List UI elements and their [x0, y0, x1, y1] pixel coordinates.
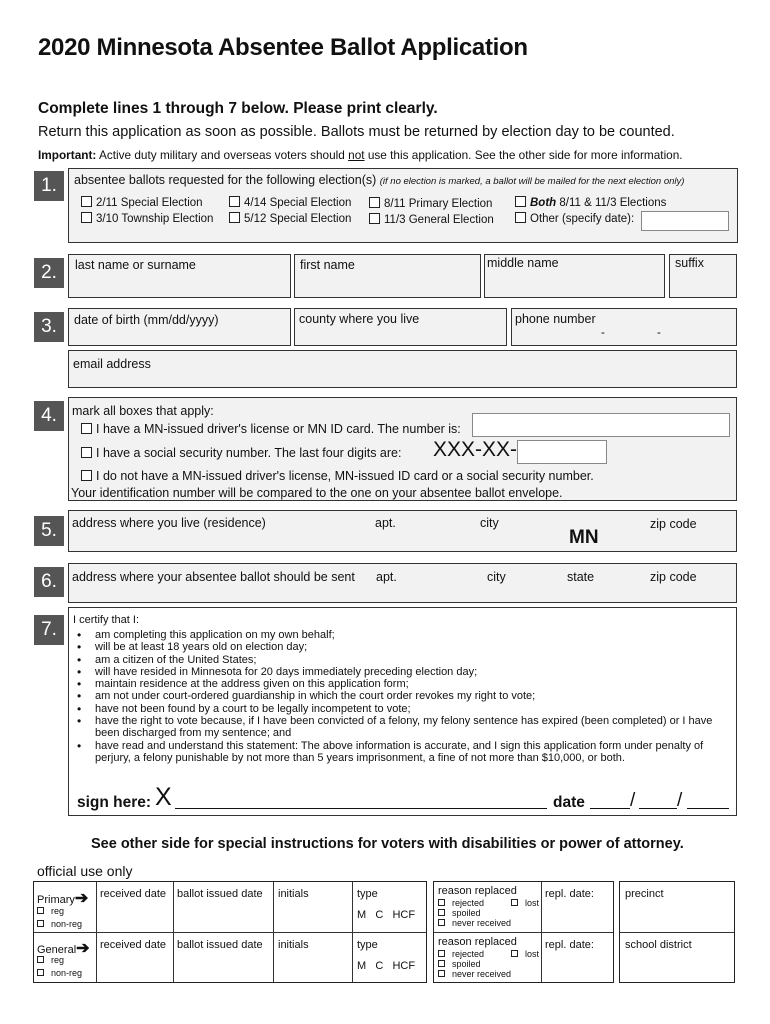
county-field[interactable]	[294, 308, 507, 346]
first-name-label: first name	[300, 258, 355, 272]
type-label: type	[357, 888, 378, 900]
primary-reg-option[interactable]: reg	[37, 906, 64, 916]
replacement-table	[433, 881, 614, 983]
date-label: date	[553, 794, 585, 811]
type-options: M C HCF	[357, 960, 416, 972]
date-day-line[interactable]	[639, 808, 677, 809]
list-item: • will be at least 18 years old on election day;	[73, 641, 731, 653]
ssn-prefix: XXX-XX-	[433, 438, 518, 461]
option-8-11-primary[interactable]: 8/11 Primary Election	[369, 197, 492, 210]
checkbox[interactable]	[229, 212, 240, 223]
mailing-address-label: address where your absentee ballot should be sent	[72, 570, 355, 584]
section-number-2: 2.	[34, 258, 64, 288]
primary-label: Primary➔	[37, 890, 89, 907]
section-number-3: 3.	[34, 312, 64, 342]
residence-city-label: city	[480, 516, 499, 530]
elections-note: (if no election is marked, a ballot will be mailed for the next election only)	[379, 176, 685, 187]
sign-x-mark: X	[155, 783, 172, 811]
page-title: 2020 Minnesota Absentee Ballot Application	[38, 34, 528, 61]
spoiled-option[interactable]: spoiled	[438, 959, 481, 969]
other-date-input[interactable]	[641, 211, 729, 231]
arrow-right-icon: ➔	[74, 890, 89, 907]
residence-address-label: address where you live (residence)	[72, 516, 266, 530]
checkbox[interactable]	[369, 197, 380, 208]
list-item: • am a citizen of the United States;	[73, 654, 731, 666]
reason-replaced-label: reason replaced	[438, 885, 517, 897]
mailing-apt-label: apt.	[376, 570, 397, 584]
residence-apt-label: apt.	[375, 516, 396, 530]
received-date-label: received date	[100, 939, 167, 951]
general-label: General➔	[37, 940, 90, 957]
checkbox[interactable]	[81, 423, 92, 434]
option-both-elections[interactable]: Both 8/11 & 11/3 Elections	[515, 196, 666, 209]
primary-nonreg-option[interactable]: non-reg	[37, 919, 82, 929]
date-slash: /	[677, 790, 683, 811]
ssn-last-four-input[interactable]	[517, 440, 607, 464]
last-name-field[interactable]	[68, 254, 291, 298]
signature-line[interactable]	[175, 808, 547, 809]
type-label: type	[357, 939, 378, 951]
other-side-note: See other side for special instructions for voters with disabilities or power of attorney.	[91, 836, 684, 852]
school-district-label: school district	[625, 939, 692, 951]
ballot-issued-label: ballot issued date	[177, 888, 263, 900]
mailing-address-field[interactable]	[68, 563, 737, 603]
option-other-date[interactable]: Other (specify date):	[515, 212, 634, 225]
list-item: • maintain residence at the address given on this application form;	[73, 678, 731, 690]
list-item: • am completing this application on my own behalf;	[73, 629, 731, 641]
ballot-issued-label: ballot issued date	[177, 939, 263, 951]
lost-option[interactable]: lost	[511, 949, 539, 959]
option-3-10-township[interactable]: 3/10 Township Election	[81, 212, 213, 225]
section-7-certification	[68, 607, 737, 816]
county-label: county where you live	[299, 312, 420, 326]
list-item: • have not been found by a court to be legally incompetent to vote;	[73, 703, 731, 715]
middle-name-label: middle name	[487, 256, 559, 270]
checkbox[interactable]	[369, 213, 380, 224]
certification-list	[73, 629, 731, 764]
email-field[interactable]	[68, 350, 737, 388]
option-4-14-special[interactable]: 4/14 Special Election	[229, 196, 351, 209]
checkbox[interactable]	[515, 196, 526, 207]
suffix-field[interactable]	[669, 254, 737, 298]
mailing-zip-label: zip code	[650, 570, 697, 584]
residence-state-value: MN	[569, 527, 599, 548]
first-name-field[interactable]	[294, 254, 481, 298]
section-4-identification	[68, 397, 737, 501]
date-slash: /	[630, 790, 636, 811]
checkbox[interactable]	[81, 470, 92, 481]
list-item: • will have resided in Minnesota for 20 days immediately preceding election day;	[73, 666, 731, 678]
section-number-1: 1.	[34, 171, 64, 201]
option-no-id[interactable]: I do not have a MN-issued driver's license, MN-issued ID card or a social security number.	[81, 469, 594, 483]
section-number-6: 6.	[34, 567, 64, 597]
date-month-line[interactable]	[590, 808, 630, 809]
option-2-11-special[interactable]: 2/11 Special Election	[81, 196, 203, 209]
official-use-heading: official use only	[37, 863, 133, 879]
never-received-option[interactable]: never received	[438, 918, 511, 928]
initials-label: initials	[278, 939, 309, 951]
option-ssn[interactable]: I have a social security number. The last four digits are:	[81, 446, 401, 460]
rejected-option[interactable]: rejected	[438, 898, 484, 908]
section-number-4: 4.	[34, 401, 64, 431]
option-mn-license[interactable]: I have a MN-issued driver's license or MN ID card. The number is:	[81, 422, 461, 436]
initials-label: initials	[278, 888, 309, 900]
certify-intro: I certify that I:	[73, 614, 140, 626]
dob-field[interactable]	[68, 308, 291, 346]
instructions-heading: Complete lines 1 through 7 below. Please print clearly.	[38, 100, 438, 117]
reason-replaced-label: reason replaced	[438, 936, 517, 948]
phone-field[interactable]	[511, 308, 737, 346]
phone-dash: -	[601, 327, 605, 339]
elections-label: absentee ballots requested for the following election(s)	[74, 173, 377, 187]
return-note: Return this application as soon as possible. Ballots must be returned by election day to be counted.	[38, 124, 675, 140]
date-year-line[interactable]	[687, 808, 729, 809]
never-received-option[interactable]: never received	[438, 969, 511, 979]
rejected-option[interactable]: rejected	[438, 949, 484, 959]
checkbox[interactable]	[81, 196, 92, 207]
spoiled-option[interactable]: spoiled	[438, 908, 481, 918]
license-number-input[interactable]	[472, 413, 730, 437]
general-nonreg-option[interactable]: non-reg	[37, 968, 82, 978]
list-item: • am not under court-ordered guardianship in which the court order revokes my right to vote;	[73, 690, 731, 702]
type-options: M C HCF	[357, 909, 416, 921]
checkbox[interactable]	[81, 447, 92, 458]
phone-label: phone number	[515, 312, 596, 326]
list-item: • have read and understand this statement: The above information is accurate, and I sign this application form under penalty of perjury, a felony punishable by not more than 5 years imprisonment, a fine of not more than $10,000, or both.	[73, 740, 731, 765]
last-name-label: last name or surname	[75, 258, 196, 272]
residence-address-field[interactable]	[68, 510, 737, 552]
repl-date-label: repl. date:	[545, 888, 594, 900]
checkbox[interactable]	[229, 196, 240, 207]
precinct-label: precinct	[625, 888, 664, 900]
arrow-right-icon: ➔	[76, 940, 90, 957]
checkbox[interactable]	[515, 212, 526, 223]
mailing-state-label: state	[567, 570, 595, 584]
section-1-election-choice	[68, 168, 738, 243]
dob-label: date of birth (mm/dd/yyyy)	[74, 313, 219, 327]
general-reg-option[interactable]: reg	[37, 955, 64, 965]
official-use-table	[33, 881, 427, 983]
precinct-table	[619, 881, 735, 983]
section-number-5: 5.	[34, 516, 64, 546]
phone-dash: -	[657, 327, 661, 339]
lost-option[interactable]: lost	[511, 898, 539, 908]
suffix-label: suffix	[675, 256, 704, 270]
middle-name-field[interactable]	[484, 254, 665, 298]
important-note: Important: Active duty military and overseas voters should not use this application. See the other side for more information.	[38, 148, 683, 162]
id-comparison-note: Your identification number will be compared to the one on your absentee ballot envelope.	[71, 486, 563, 500]
id-heading: mark all boxes that apply:	[72, 404, 214, 418]
option-5-12-special[interactable]: 5/12 Special Election	[229, 212, 351, 225]
list-item: • have the right to vote because, if I have been convicted of a felony, my felony sentence has expired (been completed) or I have been discharged from my sentence; and	[73, 715, 731, 740]
repl-date-label: repl. date:	[545, 939, 594, 951]
mailing-city-label: city	[487, 570, 506, 584]
received-date-label: received date	[100, 888, 167, 900]
residence-zip-label: zip code	[650, 517, 697, 531]
checkbox[interactable]	[81, 212, 92, 223]
section-number-7: 7.	[34, 615, 64, 645]
email-label: email address	[73, 357, 151, 371]
sign-here-label: sign here:	[77, 794, 152, 811]
option-11-3-general[interactable]: 11/3 General Election	[369, 213, 494, 226]
